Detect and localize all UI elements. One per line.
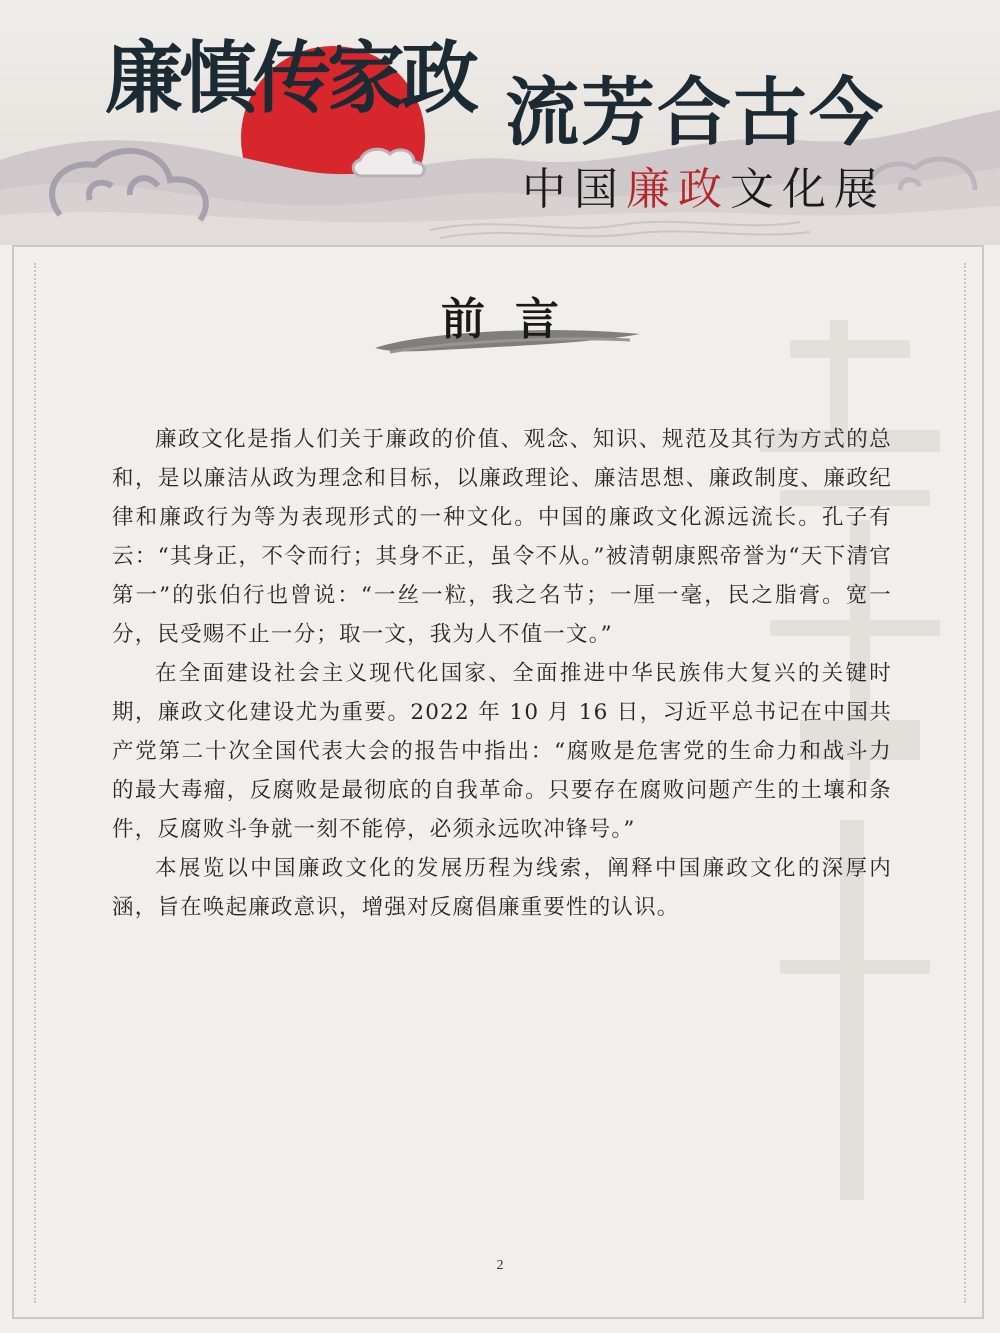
page-number: 2 bbox=[496, 1258, 504, 1273]
preface-body bbox=[112, 420, 892, 927]
subtitle-highlight: 廉政 bbox=[626, 164, 730, 215]
banner-subtitle bbox=[522, 164, 886, 215]
paragraph-1: 廉政文化是指人们关于廉政的价值、观念、知识、规范及其行为方式的总和，是以廉洁从政为理念和目标，以廉政理论、廉洁思想、廉政制度、廉政纪律和廉政行为等为表现形式的一种文化。中国的廉政文化源远流长。孔子有云：“其身正，不令而行；其身不正，虽令不从。”被清朝康熙帝誉为“天下清官第一”的张伯行也曾说：“一丝一粒，我之名节；一厘一毫，民之脂膏。宽一分，民受赐不止一分；取一文，我为人不值一文。” bbox=[112, 427, 892, 647]
heading-section bbox=[0, 290, 1000, 380]
paragraph-2: 在全面建设社会主义现代化国家、全面推进中华民族伟大复兴的关键时期，廉政文化建设尤为重要。2022 年 10 月 16 日，习近平总书记在中国共产党第二十次全国代表大会的报告中指出：“腐败是危害党的生命力和战斗力的最大毒瘤，反腐败是最彻底的自我革命。只要存在腐败问题产生的土壤和条件，反腐败斗争就一刻不能停，必须永远吹冲锋号。” bbox=[112, 661, 892, 842]
banner-title-left: 廉慎传家政 bbox=[105, 33, 476, 124]
page-title: 前言 bbox=[441, 294, 589, 345]
paragraph-3: 本展览以中国廉政文化的发展历程为线索，阐释中国廉政文化的深厚内涵，旨在唤起廉政意识，增强对反腐倡廉重要性的认识。 bbox=[112, 856, 892, 920]
subtitle-part-1: 中国 bbox=[522, 164, 626, 215]
subtitle-part-2: 文化展 bbox=[730, 164, 886, 215]
header-banner bbox=[0, 0, 1000, 245]
banner-title-right: 流芳合古今 bbox=[505, 70, 885, 156]
